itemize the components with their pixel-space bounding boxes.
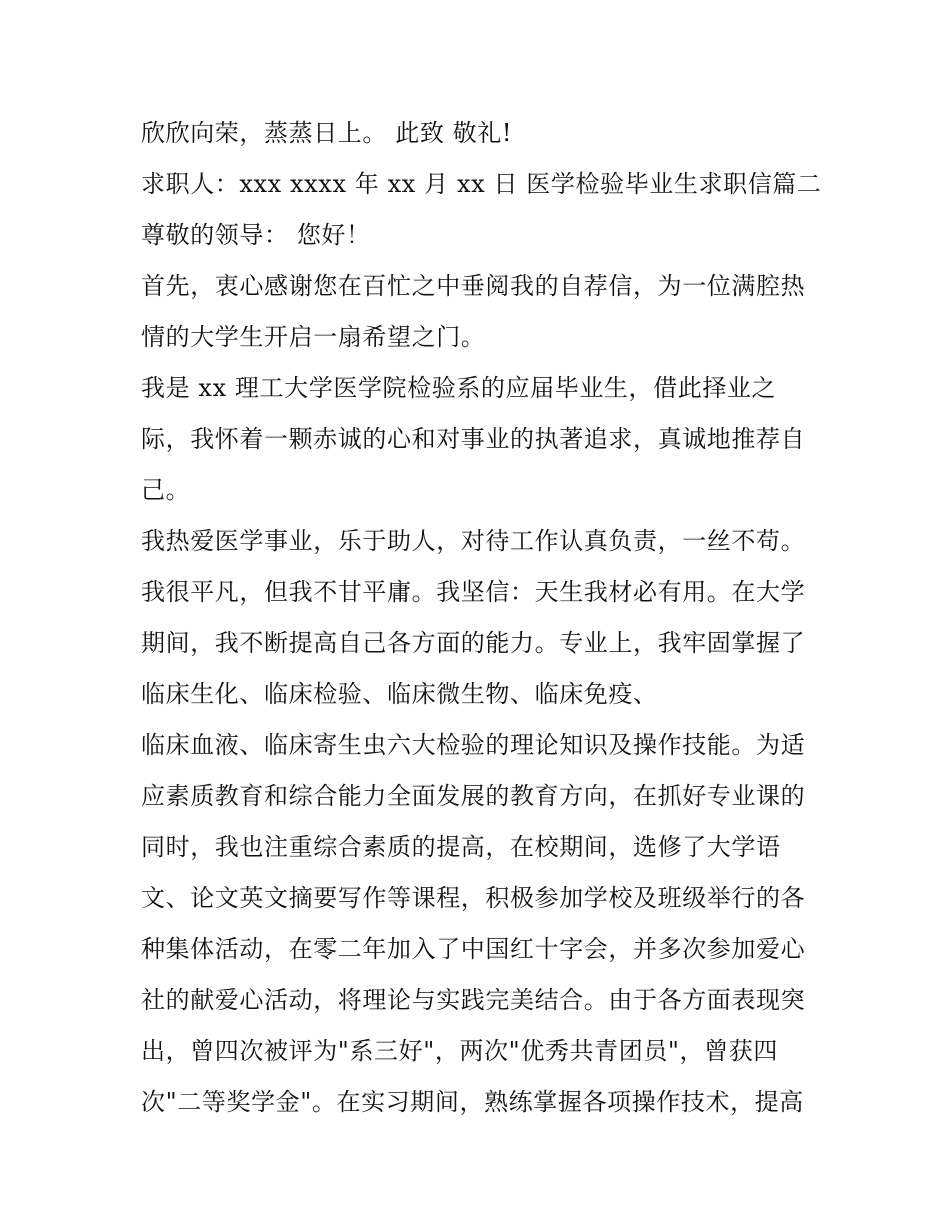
- text-line: 应素质教育和综合能力全面发展的教育方向，在抓好专业课的: [141, 782, 806, 810]
- text-line: 同时，我也注重综合素质的提高，在校期间，选修了大学语: [141, 833, 781, 861]
- text-line: 我是 xx 理工大学医学院检验系的应届毕业生，借此择业之: [141, 374, 777, 402]
- text-line: 尊敬的领导： 您好！: [141, 221, 371, 249]
- text-line: 首先，衷心感谢您在百忙之中垂阅我的自荐信，为一位满腔热: [141, 272, 806, 300]
- text-line: 求职人：xxx xxxx 年 xx 月 xx 日 医学检验毕业生求职信篇二: [141, 170, 822, 198]
- text-line: 文、论文英文摘要写作等课程，积极参加学校及班级举行的各: [141, 884, 806, 912]
- text-line: 我很平凡，但我不甘平庸。我坚信：天生我材必有用。在大学: [141, 578, 806, 606]
- text-line: 临床生化、临床检验、临床微生物、临床免疫、: [141, 680, 658, 708]
- text-line: 期间，我不断提高自己各方面的能力。专业上，我牢固掌握了: [141, 629, 806, 657]
- text-line: 临床血液、临床寄生虫六大检验的理论知识及操作技能。为适: [141, 731, 806, 759]
- text-line: 情的大学生开启一扇希望之门。: [141, 323, 486, 351]
- text-line: 我热爱医学事业，乐于助人，对待工作认真负责，一丝不苟。: [141, 527, 806, 555]
- text-line: 出，曾四次被评为"系三好"，两次"优秀共青团员"，曾获四: [141, 1037, 778, 1065]
- letter-body: [141, 108, 831, 1128]
- text-line: 种集体活动，在零二年加入了中国红十字会，并多次参加爱心: [141, 935, 806, 963]
- text-line: 欣欣向荣，蒸蒸日上。 此致 敬礼!: [141, 119, 513, 147]
- text-line: 际，我怀着一颗赤诚的心和对事业的执著追求，真诚地推荐自: [141, 425, 806, 453]
- text-line: 己。: [141, 476, 191, 504]
- text-line: 次"二等奖学金"。在实习期间，熟练掌握各项操作技术，提高: [141, 1088, 804, 1116]
- text-line: 社的献爱心活动，将理论与实践完美结合。由于各方面表现突: [141, 986, 806, 1014]
